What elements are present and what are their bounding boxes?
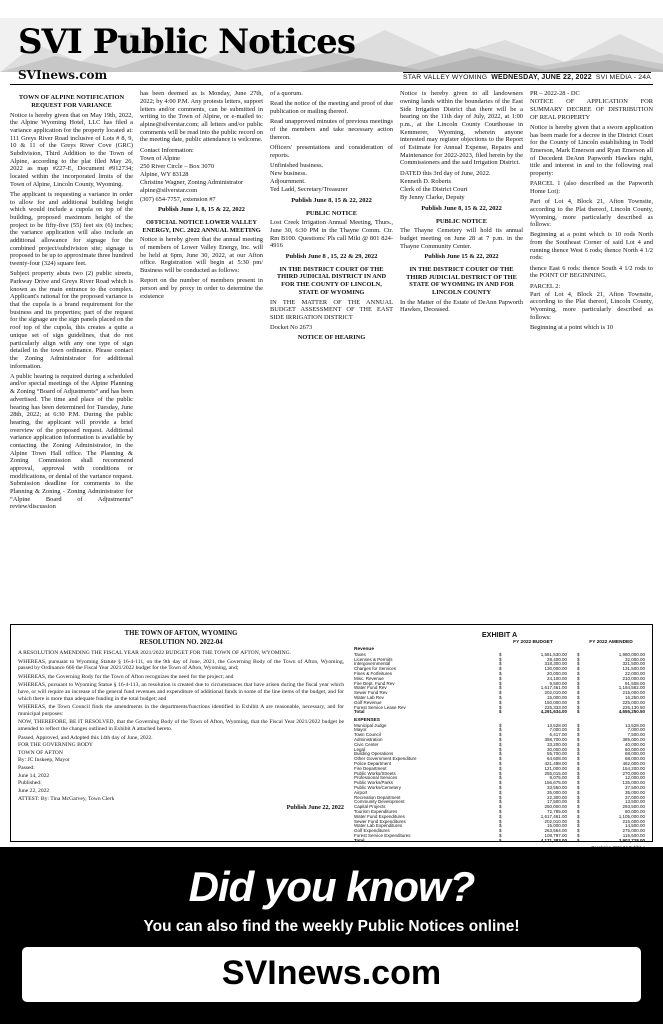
- publish-line: Publish June 8, 15 & 22, 2022: [421, 204, 502, 212]
- budget-row-label: Water Lab Expenditures: [354, 823, 403, 829]
- budget-amount: 14,500.00: [624, 823, 645, 829]
- budget-row-label: Fire Dept. Fund Rev: [354, 680, 395, 686]
- currency-symbol: $: [577, 818, 580, 824]
- resolution-line: Published:: [18, 780, 42, 787]
- budget-row-label: Licenses & Permits: [354, 656, 393, 662]
- currency-symbol: $: [577, 704, 580, 710]
- dateline-date: WEDNESDAY, JUNE 22, 2022: [491, 74, 592, 82]
- budget-amount: 55,700.00: [546, 751, 567, 757]
- budget-amount: 210,000.00: [622, 675, 645, 681]
- budget-amount: 22,000.00: [624, 671, 645, 677]
- resolution-line: Passed:: [18, 765, 35, 772]
- afton-resolution-text: [18, 630, 344, 836]
- notice-line: (307) 654-7757, extension #7: [140, 195, 216, 203]
- budget-amount: 154,200.00: [622, 765, 645, 771]
- budget-row-label: Capital Projects: [354, 804, 386, 810]
- currency-symbol: $: [577, 722, 580, 728]
- page-title: SVI Public Notices: [18, 22, 355, 62]
- publish-line: Publish June 15 & 22, 2022: [424, 253, 499, 261]
- notice-paragraph: NOTICE OF APPLICATION FOR SUMMARY DECREE OF DISTRIBUTION OF REAL PROPERTY: [530, 98, 653, 121]
- budget-row-value: [489, 710, 567, 715]
- notice-line: DATED this 3rd day of June, 2022.: [400, 169, 491, 177]
- budget-row-label: Town Council: [354, 732, 381, 738]
- masthead-info-row: [10, 66, 653, 85]
- dateline-location: STAR VALLEY WYOMING: [402, 74, 488, 82]
- budget-row-label: Charges for Services: [354, 666, 397, 672]
- budget-amount: 7,500.00: [627, 732, 645, 738]
- notice-paragraph: Beginning at a point which is 10: [530, 323, 614, 331]
- promo-site-link[interactable]: SVInews.com: [22, 947, 641, 1002]
- notice-column-5: [530, 90, 653, 621]
- promo-subline: You can also find the weekly Public Notices online!: [143, 918, 520, 936]
- promo-banner: [0, 847, 663, 1024]
- currency-symbol: $: [577, 656, 580, 662]
- notice-line: Kenneth D. Roberts: [400, 177, 451, 185]
- currency-symbol: $: [577, 832, 580, 838]
- notice-column-2: [140, 90, 263, 621]
- budget-row-label: Total: [354, 837, 365, 843]
- currency-symbol: $: [499, 818, 502, 824]
- afton-resolution-title: THE TOWN OF AFTON, WYOMING: [124, 630, 238, 638]
- budget-amount: 255,015.00: [544, 770, 567, 776]
- budget-amount: 68,000.00: [624, 756, 645, 762]
- notice-paragraph: Notice is hereby given to all landowners owning lands within the boundaries of the East Side Irrigation District that there will be a hearing on the 11th day of July, 2022, at 1:00 p.m., at the Lincoln County Courthouse in Kemmerer, Wyoming, wherein anyone interested may register objections to the Report of Estimate for Annual Expense, Repairs and Maintenance for 2022-2023, filed herein by the Commissioners and the said Irrigation District.: [400, 90, 523, 167]
- currency-symbol: $: [577, 765, 580, 771]
- currency-symbol: $: [577, 756, 580, 762]
- budget-amount: 9,500.00: [549, 680, 567, 686]
- budget-amount: 24,100.00: [546, 675, 567, 681]
- budget-row-label: Forest Service Lease Rev: [354, 704, 406, 710]
- budget-amount: 150,000.00: [544, 699, 567, 705]
- notice-paragraph: The applicant is requesting a variance in order to allow for and additional building height which would include a cupola on top of the building, proposed maximum height of the project to be fifty-five (55) feet six (6) inches; the variance application will also include an additional allowance for signage for the combined project/subdivision site; signage is proposed to be up to approximate three hundred twenty-four (324) square feet.: [10, 190, 133, 268]
- budget-amount: 421,498.00: [544, 761, 567, 767]
- budget-amount: 64,608.00: [546, 756, 567, 762]
- exhibit-header-row: [354, 641, 645, 646]
- resolution-line: Passed, Approved, and Adopted this 14th day of June, 2022.: [18, 734, 153, 741]
- budget-row-label: Total: [354, 709, 365, 715]
- currency-symbol: $: [577, 666, 580, 672]
- currency-symbol: $: [577, 785, 580, 791]
- currency-symbol: $: [577, 809, 580, 814]
- currency-symbol: $: [499, 765, 502, 771]
- currency-symbol: $: [499, 837, 502, 843]
- budget-amount: 1,105,000.00: [618, 813, 645, 819]
- currency-symbol: $: [577, 799, 580, 805]
- resolution-line: WHEREAS, pursuant to Wyoming Statue § 16-4-113, an resolution is created due to circumstances that have arisen during the fiscal year which have, or will require an increase of the general fund revenues and expenditure of additional funds in some of the line items of the budget, and for which there is more than adequate funding in the total budget; and: [18, 682, 345, 702]
- exhibit-col-budget: FY 2022 BUDGET: [513, 640, 553, 646]
- currency-symbol: $: [499, 828, 502, 834]
- currency-symbol: $: [499, 832, 502, 838]
- resolution-line: WHEREAS, the Town Council finds the amendments in the departments/functions identified in Exhibit A are reasonable, necessary, and for municipal purposes:: [18, 704, 345, 718]
- notice-heading: IN THE DISTRICT COURT OF THE THIRD JUDICIAL DISTRICT OF THE STATE OF WYOMING IN AND FOR LINCOLN COUNTY: [406, 265, 517, 296]
- currency-symbol: $: [577, 794, 580, 800]
- notice-line: Christine Wagner, Zoning Administrator: [140, 179, 244, 187]
- budget-row-value: [567, 710, 645, 715]
- resolution-line: WHEREAS, the Governing Body for the Town of Afton recognizes the need for the project; and: [18, 673, 234, 680]
- budget-row-label: Recreation Department: [354, 794, 401, 800]
- budget-row-label: Sewer Fund Expenditures: [354, 818, 406, 824]
- notice-line: Ted Ladd, Secretary/Treasurer: [270, 186, 348, 194]
- budget-amount: 13,528.00: [624, 722, 645, 728]
- budget-row-value: [489, 839, 567, 844]
- currency-symbol: $: [499, 680, 502, 686]
- notice-line: Clerk of the District Court: [400, 185, 468, 193]
- currency-symbol: $: [499, 661, 502, 667]
- currency-symbol: $: [577, 732, 580, 738]
- promo-headline: Did you know?: [188, 863, 475, 911]
- budget-row-label: Taxes: [354, 651, 366, 657]
- currency-symbol: $: [577, 770, 580, 776]
- budget-amount: 4,655,250.50: [618, 709, 645, 715]
- budget-amount: 12,000.00: [624, 775, 645, 781]
- notice-paragraph: Notice is hereby given that a sworn application has been made for a decree in the District Court for the County of Lincoln establishing in Todd Emerson, Mark Emerson and Ryan Emerson all of Decedent DeAnn Papworth Hawkes right, title and interest in and to the following real property:: [530, 123, 653, 178]
- currency-symbol: $: [499, 675, 502, 681]
- budget-row-label: Public Works/Streets: [354, 770, 396, 776]
- currency-symbol: $: [577, 823, 580, 829]
- budget-row-label: Water Fund Rev: [354, 685, 387, 691]
- notice-paragraph: The Thayne Cemetery will hold its annual budget meeting on June 28 at 7 p.m. in the Thayne Community Center.: [400, 227, 523, 250]
- notice-paragraph: In the Matter of the Estate of DeAnn Papworth Hawkes, Deceased.: [400, 298, 523, 314]
- budget-row-label: Public Works/Cemetery: [354, 785, 401, 791]
- currency-symbol: $: [499, 761, 502, 767]
- expenses-section-label: EXPENSES: [354, 718, 380, 724]
- budget-amount: 13,528.00: [546, 722, 567, 728]
- notice-paragraph: Beginning at a point which is 10 rods North from the Southeast Corner of said Lot 4 and running thence West 6 rods; thence North 4 1/2 rods:: [530, 231, 653, 262]
- resolution-line: FOR THE GOVERNING BODY: [18, 742, 93, 749]
- masthead: [0, 0, 663, 85]
- currency-symbol: $: [499, 789, 502, 795]
- currency-symbol: $: [577, 828, 580, 834]
- currency-symbol: $: [499, 656, 502, 662]
- budget-amount: 37,000.00: [624, 794, 645, 800]
- notice-heading: PUBLIC NOTICE: [306, 209, 357, 217]
- resolution-line: June 22, 2022: [18, 787, 50, 794]
- budget-amount: 202,010.00: [544, 690, 567, 696]
- currency-symbol: $: [499, 785, 502, 791]
- currency-symbol: $: [577, 695, 580, 701]
- budget-amount: 6,417.00: [549, 732, 567, 738]
- budget-amount: 15,000.00: [546, 823, 567, 829]
- budget-amount: 22,300.00: [546, 794, 567, 800]
- notice-column-4: [400, 90, 523, 621]
- budget-amount: 225,000.00: [622, 699, 645, 705]
- budget-row-label: Police Department: [354, 761, 392, 767]
- budget-row-label: Sewer Fund Rev: [354, 690, 388, 696]
- notice-line: New business.: [270, 169, 307, 177]
- budget-amount: 130,000.00: [544, 666, 567, 672]
- notice-line: Alpine, WY 83128: [140, 171, 189, 179]
- budget-amount: 60,000.00: [624, 746, 645, 752]
- notice-line: By Jenny Clarke, Deputy: [400, 194, 465, 202]
- notice-line-centered: NOTICE OF HEARING: [297, 333, 366, 341]
- resolution-line: A RESOLUTION AMENDING THE FISCAL YEAR 2021/2022 BUDGET FOR THE TOWN OF AFTON, WYOMING.: [18, 650, 292, 657]
- currency-symbol: $: [577, 685, 580, 691]
- budget-amount: 250,000.00: [544, 804, 567, 810]
- notice-column-1: [10, 90, 133, 621]
- budget-amount: 7,000.00: [549, 727, 567, 733]
- budget-amount: 35,000.00: [624, 789, 645, 795]
- publish-line: Publish June 22, 2022: [286, 804, 345, 812]
- budget-amount: 1,184,562.00: [618, 685, 645, 691]
- budget-row-value: [567, 839, 645, 844]
- budget-amount: 17,500.00: [546, 799, 567, 805]
- resolution-line: June 14, 2022: [18, 772, 50, 779]
- currency-symbol: $: [499, 823, 502, 829]
- budget-amount: 215,000.00: [622, 690, 645, 696]
- notice-line: PARCEL 2:: [530, 282, 561, 290]
- budget-row-label: Other Government Expenditure: [354, 756, 417, 762]
- notice-paragraph: Read the notice of the meeting and proof of due publication or mailing thereof.: [270, 100, 393, 116]
- currency-symbol: $: [577, 789, 580, 795]
- currency-symbol: $: [499, 651, 502, 657]
- currency-symbol: $: [499, 813, 502, 819]
- resolution-line: NOW, THEREFORE, BE IT RESOLVED, that the Governing Body of the Town of Afton, Wyoming, that the Fiscal Year 2021/2022 budget be amended to reflect the changes outlined in Exhibit A attached hereto.: [18, 719, 345, 733]
- masthead-site-link[interactable]: SVInews.com: [18, 68, 108, 83]
- dateline: [403, 72, 651, 83]
- budget-row: [354, 710, 645, 715]
- notice-paragraph: Read unapproved minutes of previous meetings of the members and take necessary action thereon.: [270, 118, 393, 141]
- notice-paragraph: Notice is hereby given that the annual meeting of members of Lower Valley Energy, Inc. will be held at 6pm, June 30, 2022, at our Afton office. Registration will begin at 5:30 pm/ Business will be conducted as follows:: [140, 236, 263, 275]
- budget-row-label: Tourism Expenditures: [354, 809, 398, 814]
- budget-amount: 385,000.00: [622, 737, 645, 743]
- currency-symbol: $: [577, 780, 580, 786]
- currency-symbol: $: [499, 746, 502, 752]
- budget-row-label: Airport: [354, 789, 368, 795]
- budget-row-label: Water Lab Rev: [354, 695, 384, 701]
- budget-amount: 263,564.00: [544, 828, 567, 834]
- budget-amount: 9,075.00: [549, 775, 567, 781]
- currency-symbol: $: [499, 799, 502, 805]
- currency-symbol: $: [499, 666, 502, 672]
- notice-paragraph: PARCEL 1 (also described as the Papworth Home Lot):: [530, 180, 653, 195]
- budget-amount: 215,000.00: [622, 818, 645, 824]
- budget-row-label: Fire Department: [354, 765, 387, 771]
- currency-symbol: $: [499, 804, 502, 810]
- budget-row-label: Mayor: [354, 727, 367, 733]
- currency-symbol: $: [499, 671, 502, 677]
- currency-symbol: $: [499, 709, 502, 715]
- budget-amount: 4,171,383.00: [540, 837, 567, 843]
- publish-line: Publish June 1, 8, 15 & 22, 2022: [158, 206, 245, 214]
- currency-symbol: $: [499, 699, 502, 705]
- currency-symbol: $: [499, 780, 502, 786]
- currency-symbol: $: [499, 770, 502, 776]
- budget-amount: 318,300.00: [544, 661, 567, 667]
- currency-symbol: $: [577, 775, 580, 781]
- exhibit-a-budget-table: [354, 630, 645, 843]
- budget-amount: 135,000.00: [622, 780, 645, 786]
- budget-amount: 270,000.00: [622, 770, 645, 776]
- budget-amount: 321,500.00: [622, 661, 645, 667]
- notice-line: alpine@silverstar.com: [140, 187, 198, 195]
- budget-amount: 131,500.00: [622, 666, 645, 672]
- budget-amount: 4,291,634.00: [540, 709, 567, 715]
- budget-amount: 28,400.00: [546, 656, 567, 662]
- budget-row: [354, 839, 645, 844]
- budget-amount: 293,500.00: [622, 804, 645, 810]
- currency-symbol: $: [499, 704, 502, 710]
- budget-row-label: Municipal Judge: [354, 722, 387, 728]
- budget-amount: 462,000.00: [622, 761, 645, 767]
- currency-symbol: $: [577, 741, 580, 747]
- currency-symbol: $: [577, 671, 580, 677]
- public-notices-columns: [0, 85, 663, 621]
- currency-symbol: $: [499, 737, 502, 743]
- currency-symbol: $: [577, 690, 580, 696]
- currency-symbol: $: [577, 680, 580, 686]
- budget-row-label: Fines & Forfeitures: [354, 671, 393, 677]
- currency-symbol: $: [499, 732, 502, 738]
- budget-amount: 1,617,461.00: [540, 685, 567, 691]
- notice-line: 250 River Circle – Box 3070: [140, 162, 215, 170]
- notice-paragraph: Part of Lot 4, Block 21, Afton Townsite, according to the Plat thereof, Lincoln County, Wyoming, more particularly described as follows:: [530, 198, 653, 229]
- budget-amount: 72,785.00: [546, 809, 567, 814]
- currency-symbol: $: [499, 727, 502, 733]
- budget-amount: 80,000.00: [624, 809, 645, 814]
- publish-line: Publish June 8, 15 & 22, 2022: [291, 196, 372, 204]
- notice-line: Adjournment.: [270, 178, 306, 186]
- currency-symbol: $: [577, 737, 580, 743]
- currency-symbol: $: [577, 751, 580, 757]
- resolution-line: WHEREAS, pursuant to Wyoming Statute § 16-4-111, on the 9th day of June, 2021, the Governing Body of the Town of Afton, Wyoming, passed by Ordinance 666 the Fiscal Year 2021/2022 budget for the Town of Afton, Wyoming, and;: [18, 658, 345, 672]
- currency-symbol: $: [577, 661, 580, 667]
- budget-amount: 121,000.00: [544, 765, 567, 771]
- budget-amount: 108,797.00: [544, 832, 567, 838]
- budget-amount: 16,250.00: [624, 695, 645, 701]
- resolution-line: ATTEST: By: Tina McGarvey, Town Clerk: [18, 795, 115, 802]
- notice-paragraph: Part of Lot 4, Block 21, Afton Townsite, according to the Plat thereof, Lincoln County, Wyoming, more particularly described as follows:: [530, 290, 653, 321]
- currency-symbol: $: [499, 809, 502, 814]
- currency-symbol: $: [577, 699, 580, 705]
- budget-row-label: Civic Center: [354, 741, 379, 747]
- currency-symbol: $: [577, 804, 580, 810]
- resolution-line: TOWN OF AFTON: [18, 749, 63, 756]
- exhibit-col-amended: FY 2022 AMENDED: [589, 640, 633, 646]
- notice-paragraph: Lost Creek Irrigation Annual Meeting, Thurs., June 30, 6:30 PM in the Thayne Comm. Ctr. Rm B100. Questions: Pls call Miki @ 801 824-4916: [270, 219, 393, 250]
- exhibit-header-spacer: [354, 641, 489, 646]
- budget-row-label: Community Development: [354, 799, 405, 805]
- budget-row-label: Intergovernmental: [354, 661, 391, 667]
- exhibit-title: EXHIBIT A: [481, 630, 518, 640]
- currency-symbol: $: [577, 651, 580, 657]
- notice-paragraph: Subject property abuts two (2) public streets, Parkway Drive and Greys River Road which is known as the main entrance to the complex. Applicant's rational for the proposed variance is that the cupola is a brand requirement for the business and its properties; part of the request for the signage are the sign panels placed on the roof top of the cupola, this creates a quite a unique set of sign guidelines, that do not particularly align with any one type of sign detailed in the town ordinance. Please contact the Zoning Administrator for additional information.: [10, 270, 133, 370]
- budget-row-label: Legal: [354, 746, 366, 752]
- budget-row-label: Golf Expenditures: [354, 828, 390, 834]
- budget-amount: 226,130.50: [622, 704, 645, 710]
- currency-symbol: $: [499, 756, 502, 762]
- notice-paragraph: of a quorum.: [270, 90, 303, 98]
- notice-heading: PUBLIC NOTICE: [436, 217, 487, 225]
- revenue-rows: [354, 653, 645, 715]
- notice-line: Contact Information:: [140, 146, 194, 154]
- budget-amount: 40,000.00: [624, 741, 645, 747]
- currency-symbol: $: [499, 794, 502, 800]
- revenue-section-label: Revenue: [354, 647, 375, 653]
- budget-amount: 20,000.00: [546, 671, 567, 677]
- notice-paragraph: A public hearing is required during a scheduled and/or special meetings of the Alpine Planning & Zoning “Board of Adjustments” and has been advertised. The time and place of the public hearing has been determined for Tuesday, June 28th, 2022; at 6:30 P.M. During the public hearing, the applicant will provide a brief overview of the proposed request. Additional variance application information is available by contacting the Zoning Administrator, in the Alpine Town Hall office. The Planning & Zoning Commission shall recommend approval, approval with conditions or modifications, or denial of the variance request. Submission deadline for comments to the Planning & Zoning - Zoning Administrator for “Alpine Board of Adjustments” review/discussion: [10, 372, 133, 511]
- currency-symbol: $: [577, 837, 580, 843]
- notice-paragraph: Notice is hereby given that on May 19th, 2022, the Alpine Wyoming Hotel, LLC has filed a variance application for the property located at: 111 Greys River Road inclusive of Lots # 8, 9, 10 & 11 of the Greys River Cove (GRC) Subdivision, Third Addition to the Town of Alpine, according to the plat filed May 26, 2022 as map #227-E, Document #912734; located within the incorporated limits of the Town of Alpine, Lincoln County, Wyoming.: [10, 111, 133, 188]
- notice-paragraph: IN THE MATTER OF THE ANNUAL BUDGET ASSESSMENT OF THE EAST SIDE IRRIGATION DISTRICT: [270, 298, 393, 321]
- notice-line: Town of Alpine: [140, 154, 181, 162]
- budget-amount: 33,550.00: [546, 785, 567, 791]
- budget-amount: 32,000.00: [624, 656, 645, 662]
- budget-amount: 35,000.00: [546, 789, 567, 795]
- budget-row-label: Water Fund Expenditures: [354, 813, 405, 819]
- expense-rows: [354, 724, 645, 844]
- budget-amount: 115,500.00: [622, 832, 645, 838]
- currency-symbol: $: [499, 775, 502, 781]
- notice-paragraph: Officers' presentations and consideration of reports.: [270, 143, 393, 159]
- currency-symbol: $: [499, 690, 502, 696]
- budget-row-label: Golf Revenue: [354, 699, 382, 705]
- budget-row-label: Building Operations: [354, 751, 394, 757]
- afton-resolution-box: [10, 624, 653, 842]
- notice-line: PR – 2022-28 - DC: [530, 90, 580, 98]
- budget-amount: 1,561,530.00: [540, 651, 567, 657]
- budget-amount: 68,000.00: [624, 751, 645, 757]
- budget-row-label: Public Works/Parks: [354, 780, 393, 786]
- budget-amount: 7,000.00: [627, 727, 645, 733]
- notice-paragraph: has been deemed as is Monday, June 27th, 2022; by 4:00 P.M. Any protests letters, support letters and/or comments, can be submitted in writing to the Town of Alpine, or e-mailed to: alpine@silverstar.com; all letters and/or public comments will be read into the public record on the meeting date, public attendance is welcome.: [140, 90, 263, 144]
- notice-heading: IN THE DISTRICT COURT OF THE THIRD JUDICIAL DISTRICT IN AND FOR THE COUNTY OF LINCOLN, STATE OF WYOMING: [276, 265, 387, 296]
- budget-amount: 275,000.00: [622, 828, 645, 834]
- notice-heading: OFFICIAL NOTICE LOWER VALLEY ENERGY, INC. 2022 ANNUAL MEETING: [142, 219, 261, 234]
- budget-amount: 15,000.00: [546, 695, 567, 701]
- currency-symbol: $: [577, 727, 580, 733]
- budget-amount: 1,980,000.00: [618, 651, 645, 657]
- budget-amount: 1,617,461.00: [540, 813, 567, 819]
- budget-amount: 37,500.00: [624, 785, 645, 791]
- currency-symbol: $: [499, 741, 502, 747]
- budget-amount: 156,675.00: [544, 780, 567, 786]
- budget-amount: 13,500.00: [624, 799, 645, 805]
- budget-row-label: Misc. Revenue: [354, 675, 384, 681]
- budget-amount: 30,000.00: [546, 746, 567, 752]
- budget-amount: 91,508.00: [624, 680, 645, 686]
- currency-symbol: $: [577, 675, 580, 681]
- budget-amount: 3,903,728.00: [618, 837, 645, 843]
- currency-symbol: $: [577, 761, 580, 767]
- budget-amount: 225,333.00: [544, 704, 567, 710]
- publish-line: Publish June 8 , 15, 22 & 29, 2022: [285, 253, 378, 261]
- currency-symbol: $: [577, 746, 580, 752]
- notice-heading: TOWN OF ALPINE NOTIFICATION REQUEST FOR VARIANCE: [18, 94, 125, 109]
- currency-symbol: $: [499, 695, 502, 701]
- budget-row-label: Forest Service Expenditures: [354, 832, 411, 838]
- notice-paragraph: Report on the number of members present in person and by proxy in order to determine the existence: [140, 277, 263, 300]
- afton-resolution-number: RESOLUTION NO. 2022-04: [139, 638, 223, 646]
- currency-symbol: $: [499, 685, 502, 691]
- notice-line: Docket No 2673: [270, 324, 313, 332]
- budget-row-label: Professional Services: [354, 775, 398, 781]
- budget-amount: 33,200.00: [546, 741, 567, 747]
- budget-amount: 358,700.00: [544, 737, 567, 743]
- currency-symbol: $: [577, 709, 580, 715]
- notice-column-3: [270, 90, 393, 621]
- budget-row-label: Administration: [354, 737, 383, 743]
- notice-line: Unfinished business.: [270, 161, 324, 169]
- currency-symbol: $: [577, 813, 580, 819]
- currency-symbol: $: [499, 751, 502, 757]
- dateline-edition: SVI MEDIA - 24A: [595, 74, 651, 82]
- resolution-line: By: JC Inskeep, Mayor: [18, 757, 70, 764]
- notice-paragraph: thence East 6 rods: thence South 4 1/2 rods to the POINT OF BEGINNING.: [530, 264, 653, 280]
- budget-amount: 202,010.00: [544, 818, 567, 824]
- currency-symbol: $: [499, 722, 502, 728]
